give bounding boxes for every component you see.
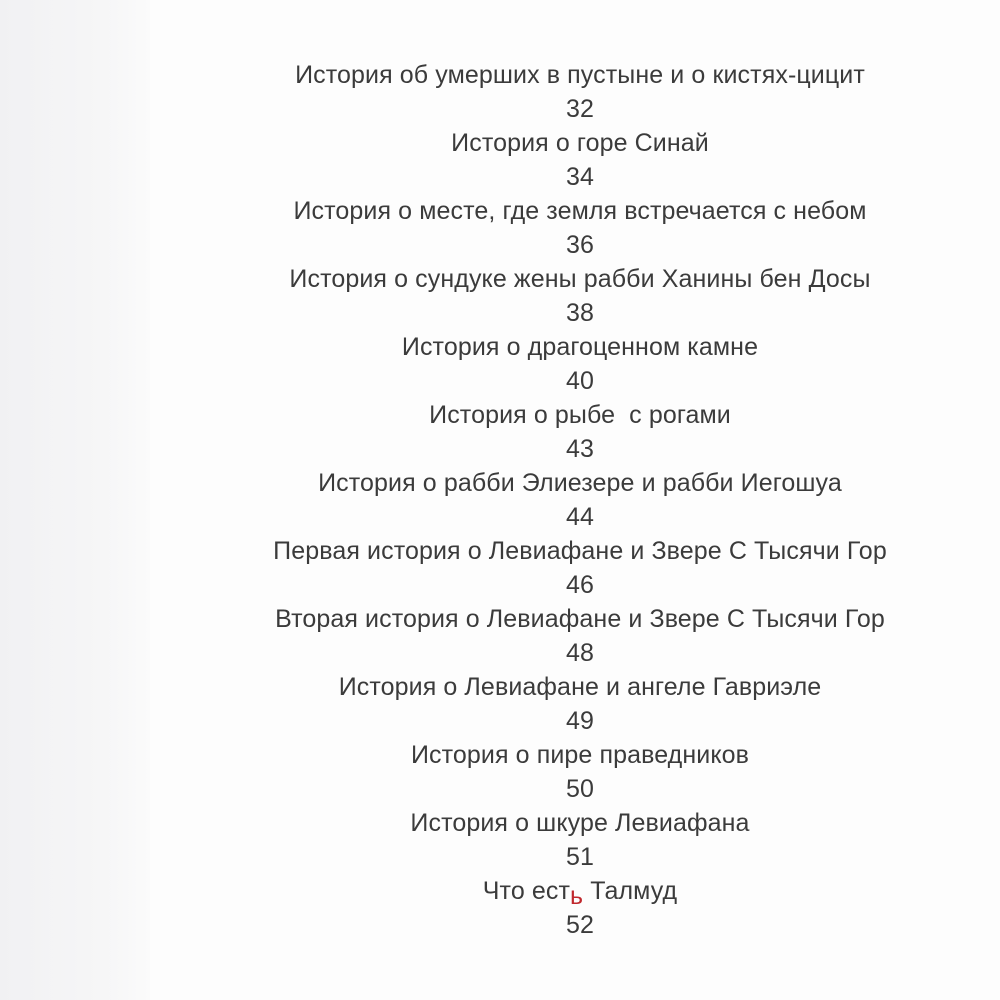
toc-entry-page-number: 52 (565, 911, 594, 939)
toc-entry-page-number: 48 (565, 639, 594, 667)
toc-entry-title (250, 874, 910, 908)
toc-entry-title: Первая история о Левиафане и Звере С Тысячи Гор (273, 537, 887, 565)
accent-letter: ь (570, 882, 584, 910)
toc-entry (250, 398, 910, 466)
left-page-edge (0, 0, 150, 1000)
toc-entry-title: История о пире праведников (410, 741, 750, 769)
toc-entry-page-number: 49 (565, 707, 594, 735)
toc-entry-title-part: Талмуд (583, 877, 678, 905)
toc-entry-page-number: 34 (565, 163, 594, 191)
toc-entry-page-number: 43 (565, 435, 594, 463)
toc-entry (250, 126, 910, 194)
toc-entry-title: История о шкуре Левиафана (410, 809, 750, 837)
toc-entry-page-number: 51 (565, 843, 594, 871)
toc-entry-page-number: 32 (565, 95, 594, 123)
toc-entry-page-number: 44 (565, 503, 594, 531)
toc-entry (250, 806, 910, 874)
toc-entry-title: История о драгоценном камне (401, 333, 759, 361)
toc-entry-title: История о рыбе с рогами (429, 401, 731, 429)
book-page (150, 0, 1000, 1000)
toc-entry-page-number: 38 (565, 299, 594, 327)
toc-entry-title: История о горе Синай (451, 129, 709, 157)
toc-entry (250, 738, 910, 806)
toc-entry-title-part: Что ест (482, 877, 571, 905)
toc-entry-title: Вторая история о Левиафане и Звере С Тысячи Гор (275, 605, 885, 633)
toc-entry (250, 330, 910, 398)
toc-entry-title: История о рабби Элиезере и рабби Иегошуа (318, 469, 842, 497)
toc-entry-page-number: 46 (565, 571, 594, 599)
toc-entry (250, 602, 910, 670)
toc-entry (250, 262, 910, 330)
table-of-contents (250, 58, 910, 942)
toc-entry-title: История об умерших в пустыне и о кистях-цицит (295, 61, 865, 89)
toc-entry (250, 194, 910, 262)
toc-entry-page-number: 36 (565, 231, 594, 259)
toc-entry (250, 466, 910, 534)
toc-entry-page-number: 40 (565, 367, 594, 395)
toc-entry-title: История о месте, где земля встречается с небом (293, 197, 867, 225)
toc-entry-page-number: 50 (565, 775, 594, 803)
toc-entry-title: История о Левиафане и ангеле Гавриэле (338, 673, 822, 701)
toc-entry (250, 670, 910, 738)
toc-entry (250, 58, 910, 126)
toc-entry (250, 874, 910, 942)
toc-entry (250, 534, 910, 602)
toc-entry-title: История о сундуке жены рабби Ханины бен Досы (289, 265, 871, 293)
